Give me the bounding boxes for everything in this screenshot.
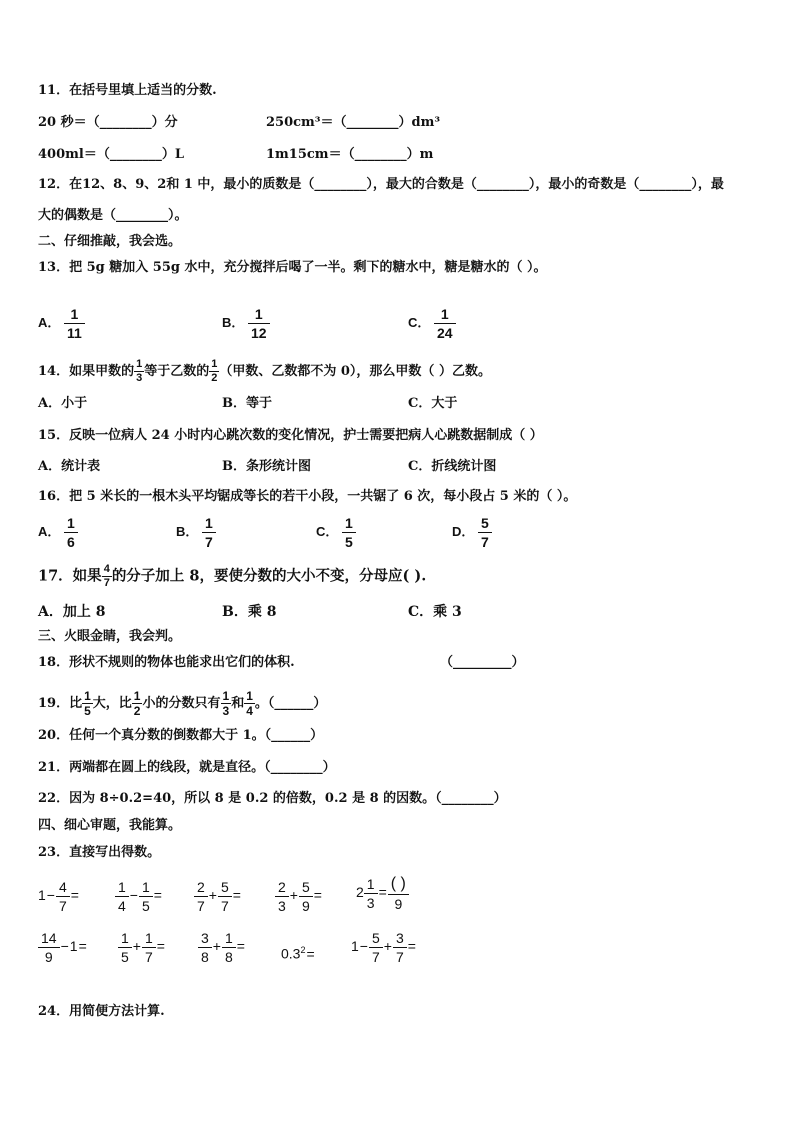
numerator-blank: ( ): [388, 876, 409, 895]
numerator: 1: [64, 307, 85, 324]
q17-stem: [38, 564, 426, 589]
q16-option-a-fraction: [64, 516, 78, 549]
q23-expr-7: [118, 931, 166, 964]
denominator: 5: [121, 949, 129, 965]
q11-row2-right: 1m15cm＝（________）m: [266, 147, 434, 162]
q13-option-a-label: A．: [38, 314, 61, 330]
numerator: 3: [393, 931, 407, 948]
denominator: 3: [222, 704, 230, 718]
numerator: 1: [211, 358, 218, 370]
q17-option-a: A．加上 8: [38, 604, 106, 620]
q13-option-c: [408, 307, 456, 340]
operator: −: [46, 887, 55, 904]
q15-stem: 15．反映一位病人 24 小时内心跳次数的变化情况，护士需要把病人心跳数据制成（ ）: [38, 428, 543, 443]
denominator: 3: [136, 372, 143, 384]
numerator: 1: [64, 516, 78, 533]
numerator: 2: [194, 880, 208, 897]
q20-stem: 20．任何一个真分数的倒数都大于 1。（______）: [38, 728, 324, 743]
q16-option-b: [176, 516, 216, 549]
section-2-title: 二、仔细推敲，我会选。: [38, 234, 182, 249]
q23-expr-6: [38, 931, 88, 964]
q16-option-d-label: D．: [452, 523, 475, 539]
q14-option-b: B．等于: [222, 396, 272, 411]
operator: +: [132, 938, 141, 955]
q23-title: 23．直接写出得数。: [38, 845, 161, 860]
denominator: 4: [246, 704, 253, 718]
q14-pre: 14．如果甲数的: [38, 364, 135, 379]
q19-mid-3: 和: [231, 696, 245, 711]
equals: =: [378, 884, 387, 901]
denominator: 7: [144, 949, 153, 965]
numerator: 1: [136, 358, 143, 370]
numerator: 1: [222, 931, 236, 948]
q13-option-a-fraction: [64, 307, 85, 340]
numerator: 5: [369, 931, 383, 948]
q16-option-a-label: A．: [38, 523, 61, 539]
numerator: 1: [84, 689, 91, 703]
q19-fraction-2: [132, 690, 143, 717]
equals: =: [313, 887, 322, 904]
q16-option-c-fraction: [342, 516, 356, 549]
q17-post: 的分子加上 8，要使分数的大小不变，分母应( ).: [111, 567, 427, 585]
q11-row1-right: 250cm³＝（________）dm³: [266, 115, 441, 130]
equals: =: [306, 945, 315, 962]
q13-option-c-label: C．: [408, 314, 431, 330]
numerator: 1: [342, 516, 356, 533]
q16-option-c-label: C．: [316, 523, 339, 539]
operator: +: [208, 887, 217, 904]
denominator: 7: [371, 949, 380, 965]
denominator: 8: [201, 949, 209, 965]
fraction: [56, 880, 70, 913]
q23-expr-4: [275, 880, 323, 913]
q11-row1-left: 20 秒＝（________）分: [38, 115, 178, 130]
fraction: [218, 880, 232, 913]
fraction: [222, 931, 236, 964]
q19-pre: 19．比: [38, 696, 83, 711]
equals: =: [156, 938, 165, 955]
fraction: [115, 880, 129, 913]
q19-mid-2: 小的分数只有: [142, 696, 221, 711]
q13-stem: 13．把 5g 糖加入 55g 水中，充分搅拌后喝了一半。剩下的糖水中，糖是糖水的（ ）。: [38, 260, 547, 275]
fraction: [118, 931, 132, 964]
q15-option-b: B．条形统计图: [222, 459, 311, 474]
equals: =: [232, 887, 241, 904]
q21-stem: 21．两端都在圆上的线段，就是直径。（________）: [38, 760, 336, 775]
numerator: 1: [222, 689, 230, 703]
section-3-title: 三、火眼金睛，我会判。: [38, 629, 182, 644]
q16-option-b-label: B．: [176, 523, 199, 539]
fraction: [275, 880, 289, 913]
q12-line1: 12．在12、8、9、2和 1 中，最小的质数是（________），最大的合数是（________），最小的奇数是（________），最: [38, 177, 724, 192]
operator: +: [289, 887, 298, 904]
q24-title: 24．用简便方法计算.: [38, 1004, 165, 1019]
fraction: [198, 931, 212, 964]
denominator: 2: [133, 704, 141, 718]
numerator: 1: [248, 307, 270, 324]
denominator: 9: [394, 896, 403, 912]
q19-fraction-1: [82, 690, 93, 717]
denominator: 3: [366, 895, 375, 911]
fraction: [364, 877, 378, 910]
numerator: 4: [56, 880, 70, 897]
q14-mid: 等于乙数的: [144, 364, 210, 379]
fraction: [142, 931, 156, 964]
fraction: [38, 931, 60, 964]
section-4-title: 四、细心审题，我能算。: [38, 818, 182, 833]
q19-fraction-3: [221, 690, 232, 717]
q13-option-c-fraction: [434, 307, 456, 340]
denominator: 6: [67, 534, 75, 550]
denominator: 2: [211, 372, 218, 384]
equals: =: [407, 938, 416, 955]
denominator: 7: [58, 898, 67, 914]
q23-expr-8: [198, 931, 246, 964]
q19-mid-1: 大，比: [92, 696, 132, 711]
q14-fraction-2: [209, 359, 219, 384]
q23-expr-1: [38, 880, 80, 913]
equals: =: [236, 938, 245, 955]
q16-option-d-fraction: [478, 516, 492, 549]
q19-post: 。（______）: [254, 696, 327, 711]
numerator: 5: [299, 880, 313, 897]
operator: +: [383, 938, 392, 955]
q18-blank: （_________）: [440, 655, 525, 670]
q13-option-b-fraction: [248, 307, 270, 340]
q23-expr-3: [194, 880, 242, 913]
base: 0.3: [281, 945, 301, 962]
denominator: 11: [67, 325, 82, 341]
numerator: 5: [218, 880, 232, 897]
denominator: 7: [103, 577, 110, 589]
q13-option-b: [222, 307, 270, 340]
q23-expr-10: [351, 931, 417, 964]
q23-expr-2: [115, 880, 163, 913]
denominator: 8: [224, 949, 233, 965]
numerator: 1: [118, 931, 132, 948]
q19-fraction-4: [244, 690, 255, 717]
equals: =: [70, 887, 79, 904]
denominator: 5: [84, 704, 91, 718]
numerator: 1: [246, 689, 253, 703]
operator: −: [359, 938, 368, 955]
numerator: 1: [202, 516, 216, 533]
equals: =: [78, 938, 87, 955]
numerator: 14: [38, 931, 60, 948]
denominator: 5: [141, 898, 150, 914]
q16-stem: 16．把 5 米长的一根木头平均锯成等长的若干小段，一共锯了 6 次，每小段占 5 米的（ ）。: [38, 489, 577, 504]
numerator: 2: [275, 880, 289, 897]
numerator: 1: [364, 877, 378, 894]
numerator: 1: [142, 931, 156, 948]
q14-stem: [38, 359, 491, 384]
denominator: 3: [278, 898, 286, 914]
denominator: 7: [395, 949, 404, 965]
operator: −: [129, 887, 138, 904]
q16-option-a: [38, 516, 78, 549]
q17-pre: 17．如果: [38, 567, 102, 585]
q16-option-c: [316, 516, 356, 549]
q16-option-d: [452, 516, 492, 549]
numerator: 1: [133, 689, 141, 703]
fraction: [393, 931, 407, 964]
q17-fraction: [102, 564, 112, 589]
q11-title: 11．在括号里填上适当的分数.: [38, 83, 217, 98]
operator: −: [60, 938, 69, 955]
q14-option-c: C．大于: [408, 396, 458, 411]
q22-stem: 22．因为 8÷0.2=40，所以 8 是 0.2 的倍数，0.2 是 8 的因数。（________）: [38, 791, 507, 806]
fraction: [194, 880, 208, 913]
q15-option-c: C．折线统计图: [408, 459, 497, 474]
denominator: 7: [220, 898, 229, 914]
denominator: 9: [44, 949, 53, 965]
denominator: 4: [118, 898, 126, 914]
numerator: 5: [478, 516, 492, 533]
exponent: 2: [300, 945, 306, 955]
answer-fraction: [388, 876, 409, 911]
q11-row2-left: 400ml＝（________）L: [38, 147, 184, 162]
q18-stem: 18．形状不规则的物体也能求出它们的体积.: [38, 655, 295, 670]
q15-option-a: A．统计表: [38, 459, 101, 474]
denominator: 7: [197, 898, 205, 914]
denominator: 5: [345, 534, 353, 550]
q12-line2: 大的偶数是（________）。: [38, 208, 188, 223]
numerator: 3: [198, 931, 212, 948]
q13-option-b-label: B．: [222, 314, 245, 330]
q17-option-c: C．乘 3: [408, 604, 462, 620]
fraction: [369, 931, 383, 964]
denominator: 24: [437, 325, 453, 341]
q14-option-a: A．小于: [38, 396, 88, 411]
fraction: [299, 880, 313, 913]
q16-option-b-fraction: [202, 516, 216, 549]
q23-expr-9: [281, 941, 316, 963]
equals: =: [153, 887, 162, 904]
q23-expr-5: [356, 876, 409, 911]
whole: 2: [356, 884, 364, 901]
numerator: 1: [115, 880, 129, 897]
term: 1: [351, 938, 359, 955]
denominator: 9: [301, 898, 310, 914]
q14-fraction-1: [134, 359, 144, 384]
q17-option-b: B．乘 8: [222, 604, 277, 620]
numerator: 1: [139, 880, 153, 897]
denominator: 12: [251, 325, 267, 341]
q13-option-a: [38, 307, 85, 340]
q14-post: （甲数、乙数都不为 0），那么甲数（ ）乙数。: [219, 364, 491, 379]
q19-stem: [38, 690, 326, 717]
numerator: 1: [434, 307, 456, 324]
operator: +: [212, 938, 221, 955]
fraction: [139, 880, 153, 913]
term: 1: [69, 938, 78, 955]
denominator: 7: [205, 534, 213, 550]
denominator: 7: [481, 534, 489, 550]
term: 1: [38, 887, 46, 904]
numerator: 4: [103, 563, 110, 575]
